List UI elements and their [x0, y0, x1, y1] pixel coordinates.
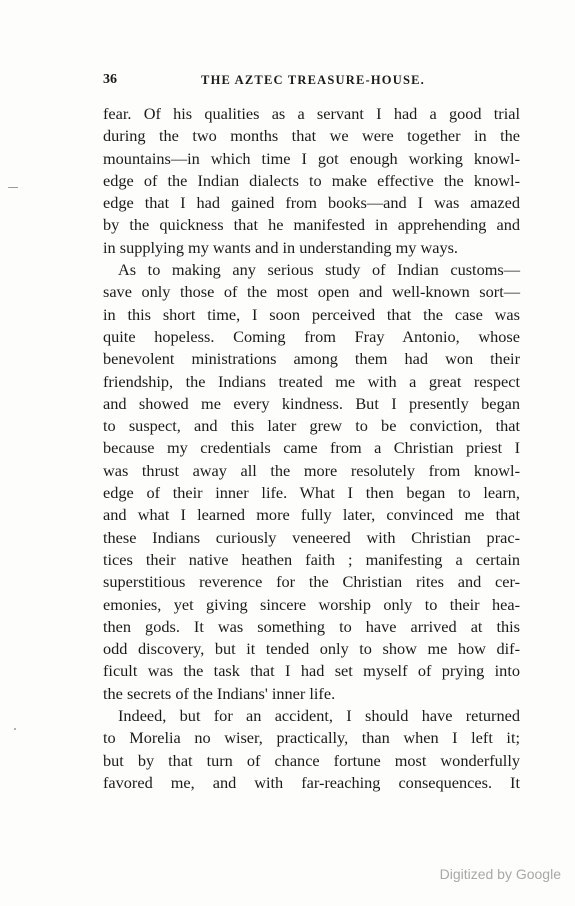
text-line: quite hopeless. Coming from Fray Antonio, whose: [103, 326, 520, 346]
text-line: in this short time, I soon perceived that the case was: [103, 304, 520, 324]
text-line: save only those of the most open and well-known sort—: [103, 282, 520, 302]
text-line: the secrets of the Indians' inner life.: [103, 683, 336, 703]
text-line: favored me, and with far-reaching consequences. It: [103, 772, 520, 792]
text-line: edge that I had gained from books—and I was amazed: [103, 193, 520, 213]
text-line: superstitious reverence for the Christian rites and cer-: [103, 572, 520, 592]
page-header: [103, 70, 523, 90]
body-text: [103, 103, 520, 794]
text-line: and what I learned more fully later, convinced me that: [103, 505, 520, 525]
text-line: but by that turn of chance fortune most wonderfully: [103, 750, 520, 770]
text-line: edge of their inner life. What I then began to learn,: [103, 483, 520, 503]
text-line: during the two months that we were together in the: [103, 126, 520, 146]
text-line: to suspect, and this later grew to be conviction, that: [103, 416, 520, 436]
text-line: these Indians curiously veneered with Christian prac-: [103, 527, 520, 547]
text-line: benevolent ministrations among them had won their: [103, 349, 520, 369]
text-line: fear. Of his qualities as a servant I had a good trial: [103, 104, 520, 123]
text-line: Indeed, but for an accident, I should have returned: [118, 706, 520, 726]
text-line: friendship, the Indians treated me with a great respect: [103, 371, 520, 391]
running-title: THE AZTEC TREASURE-HOUSE.: [201, 73, 425, 87]
digitized-watermark: Digitized by Google: [439, 866, 561, 882]
text-line: odd discovery, but it tended only to show me how dif-: [103, 639, 520, 659]
text-line: ficult was the task that I had set myself of prying into: [103, 661, 520, 681]
text-line: then gods. It was something to have arrived at this: [103, 616, 520, 636]
text-line: tices their native heathen faith ; manifesting a certain: [103, 549, 520, 569]
text-line: in supplying my wants and in understanding my ways.: [103, 237, 458, 257]
margin-speck: [14, 728, 16, 730]
text-line: As to making any serious study of Indian customs—: [118, 260, 520, 280]
text-line: by the quickness that he manifested in apprehending and: [103, 215, 520, 235]
text-line: to Morelia no wiser, practically, than when I left it;: [103, 728, 520, 748]
text-line: and showed me every kindness. But I presently began: [103, 393, 520, 413]
text-line: edge of the Indian dialects to make effective the knowl-: [103, 170, 520, 190]
text-line: because my credentials came from a Christian priest I: [103, 438, 520, 458]
page-number: 36: [103, 72, 117, 87]
text-line: mountains—in which time I got enough working knowl-: [103, 148, 520, 168]
margin-speck: [8, 187, 18, 188]
text-line: was thrust away all the more resolutely from knowl-: [103, 460, 520, 480]
text-line: emonies, yet giving sincere worship only to their hea-: [103, 594, 520, 614]
